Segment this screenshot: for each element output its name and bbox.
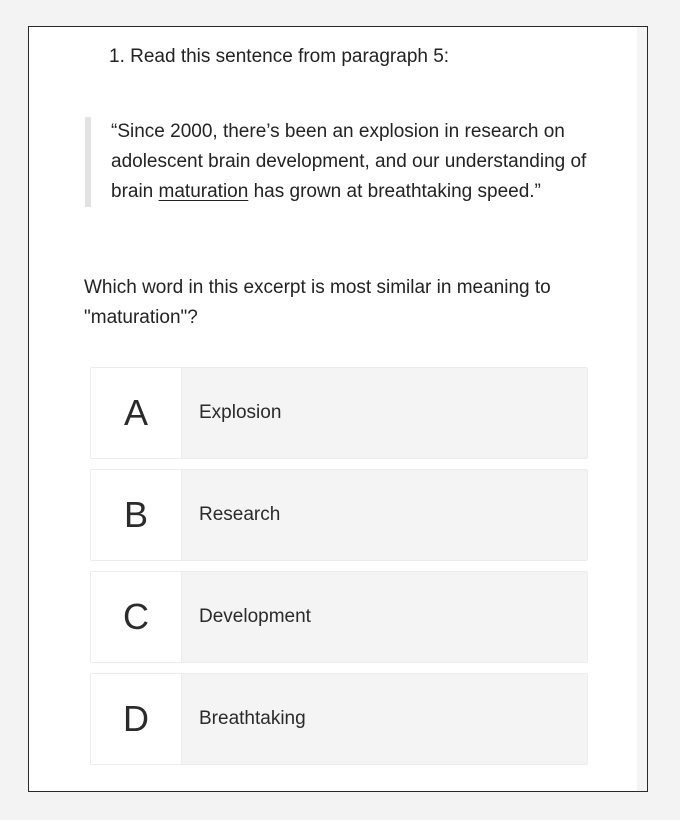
quote-target-word: maturation	[158, 181, 249, 202]
question-prompt: Which word in this excerpt is most similar in meaning to "maturation"?	[84, 277, 551, 328]
answer-options	[90, 367, 588, 775]
option-b[interactable]	[90, 469, 588, 561]
quote-text-after: has grown at breathtaking speed.”	[248, 181, 541, 202]
scrollbar-track[interactable]	[637, 27, 647, 791]
option-letter: A	[91, 368, 182, 458]
option-letter: D	[91, 674, 182, 764]
option-c[interactable]	[90, 571, 588, 663]
option-text: Breathtaking	[199, 708, 306, 729]
question-card	[28, 26, 648, 792]
option-letter: C	[91, 572, 182, 662]
excerpt-quote	[85, 117, 631, 207]
question-number-label: 1. Read this sentence from paragraph 5:	[109, 46, 450, 67]
option-text: Research	[199, 504, 281, 525]
quote-text-before: “Since 2000, there’s been an explosion in research on adolescent brain development, and our understanding of brain	[111, 121, 587, 202]
option-a[interactable]	[90, 367, 588, 459]
option-text: Explosion	[199, 402, 282, 423]
option-letter: B	[91, 470, 182, 560]
option-d[interactable]	[90, 673, 588, 765]
option-text: Development	[199, 606, 311, 627]
